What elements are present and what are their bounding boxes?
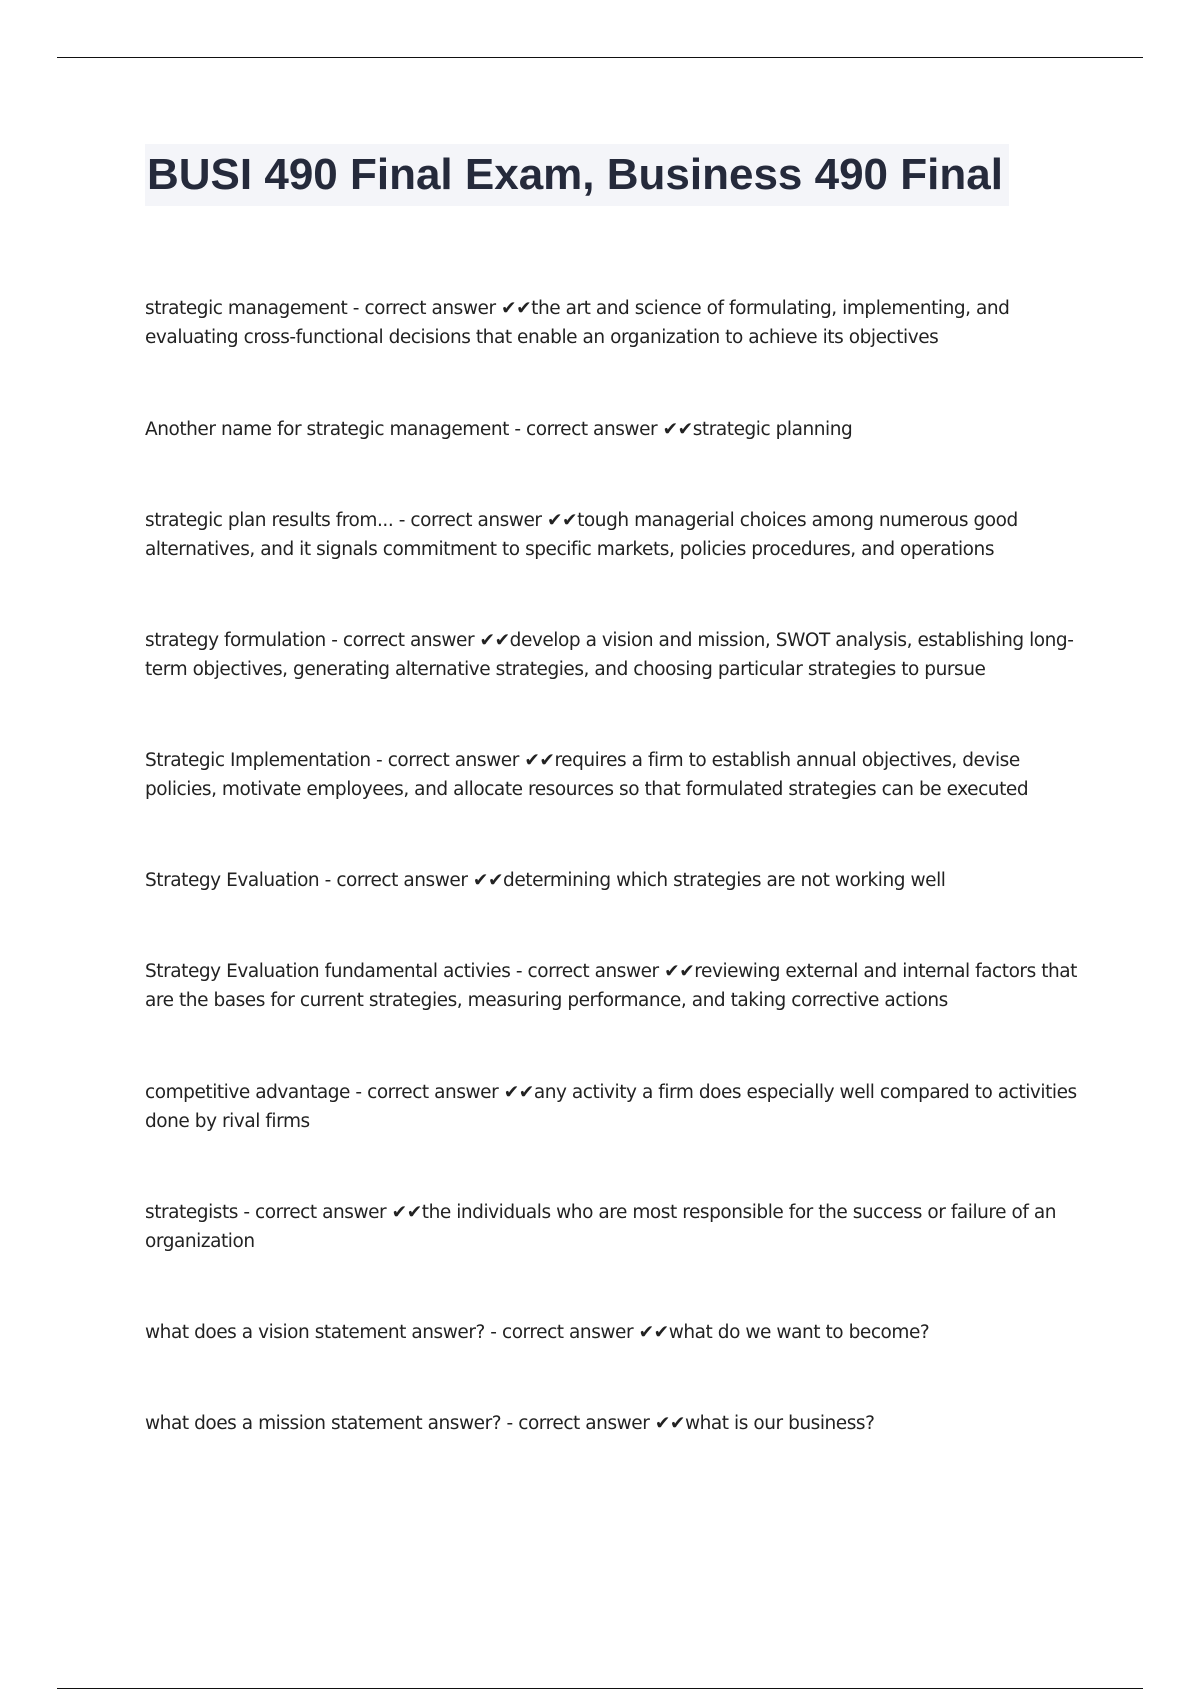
double-check-icon: ✔✔: [498, 1082, 534, 1103]
qa-entry: [145, 626, 1090, 684]
term: strategic management: [145, 298, 348, 319]
qa-entry: [145, 957, 1090, 1015]
answer: the art and science of formulating, implementing, and evaluating cross-functional decisions that enable an organization to achieve its objectives: [145, 298, 1010, 348]
answer-prefix: correct answer: [342, 630, 475, 651]
answer-prefix: correct answer: [387, 750, 519, 771]
answer-prefix: correct answer: [367, 1082, 499, 1103]
bottom-rule: [57, 1688, 1143, 1689]
separator: -: [508, 419, 526, 440]
answer: tough managerial choices among numerous good alternatives, and it signals commitment to specific markets, policies procedures, and operations: [145, 510, 1018, 560]
qa-entry: [145, 415, 1090, 444]
separator: -: [393, 510, 411, 531]
answer: what do we want to become?: [668, 1322, 930, 1343]
separator: -: [319, 870, 337, 891]
double-check-icon: ✔✔: [518, 750, 555, 771]
answer: strategic planning: [692, 419, 853, 440]
answer: requires a firm to establish annual objectives, devise policies, motivate employees, and allocate resources so that formulated strategies can be executed: [145, 750, 1029, 800]
separator: -: [501, 1413, 519, 1434]
separator: -: [484, 1322, 502, 1343]
term: strategists: [145, 1202, 238, 1223]
top-rule: [57, 57, 1143, 58]
qa-entry: [145, 294, 1090, 352]
separator: -: [350, 1082, 368, 1103]
separator: -: [510, 961, 528, 982]
qa-entry: [145, 866, 1090, 895]
qa-entry: [145, 1318, 1090, 1347]
double-check-icon: ✔✔: [467, 870, 504, 891]
qa-entry: [145, 506, 1090, 564]
answer-prefix: correct answer: [527, 961, 659, 982]
answer: develop a vision and mission, SWOT analysis, establishing long-term objectives, generating alternative strategies, and choosing particular strategies to pursue: [145, 630, 1074, 680]
term: Strategic Implementation: [145, 750, 371, 771]
answer: the individuals who are most responsible for the success or failure of an organization: [145, 1202, 1057, 1252]
qa-entry: [145, 1078, 1090, 1136]
answer-prefix: correct answer: [364, 298, 496, 319]
qa-entry: [145, 746, 1090, 804]
title-highlight: [145, 144, 1009, 206]
term: Strategy Evaluation fundamental activies: [145, 961, 511, 982]
separator: -: [237, 1202, 256, 1223]
qa-entry: [145, 1198, 1090, 1256]
answer: any activity a firm does especially well compared to activities done by rival firms: [145, 1082, 1077, 1132]
answer: determining which strategies are not working well: [503, 870, 946, 891]
separator: -: [370, 750, 388, 771]
answer-prefix: correct answer: [518, 1413, 650, 1434]
double-check-icon: ✔✔: [649, 1413, 685, 1434]
term: competitive advantage: [145, 1082, 350, 1103]
answer-prefix: correct answer: [255, 1202, 387, 1223]
answer-prefix: correct answer: [526, 419, 658, 440]
term: strategic plan results from...: [145, 510, 394, 531]
answer: what is our business?: [684, 1413, 875, 1434]
term: strategy formulation: [145, 630, 326, 651]
double-check-icon: ✔✔: [386, 1202, 422, 1223]
double-check-icon: ✔✔: [474, 630, 510, 651]
term: what does a mission statement answer?: [145, 1413, 502, 1434]
separator: -: [325, 630, 343, 651]
separator: -: [347, 298, 365, 319]
qa-entry: [145, 1409, 1090, 1438]
double-check-icon: ✔✔: [495, 298, 532, 319]
answer-prefix: correct answer: [410, 510, 542, 531]
double-check-icon: ✔✔: [658, 961, 695, 982]
term: Strategy Evaluation: [145, 870, 320, 891]
term: Another name for strategic management: [145, 419, 509, 440]
double-check-icon: ✔✔: [633, 1322, 669, 1343]
page-title: BUSI 490 Final Exam, Business 490 Final: [147, 150, 1003, 199]
term: what does a vision statement answer?: [145, 1322, 485, 1343]
answer-prefix: correct answer: [501, 1322, 634, 1343]
double-check-icon: ✔✔: [541, 510, 578, 531]
double-check-icon: ✔✔: [657, 419, 693, 440]
answer: reviewing external and internal factors that are the bases for current strategies, measuring performance, and taking corrective actions: [145, 961, 1077, 1011]
answer-prefix: correct answer: [336, 870, 468, 891]
